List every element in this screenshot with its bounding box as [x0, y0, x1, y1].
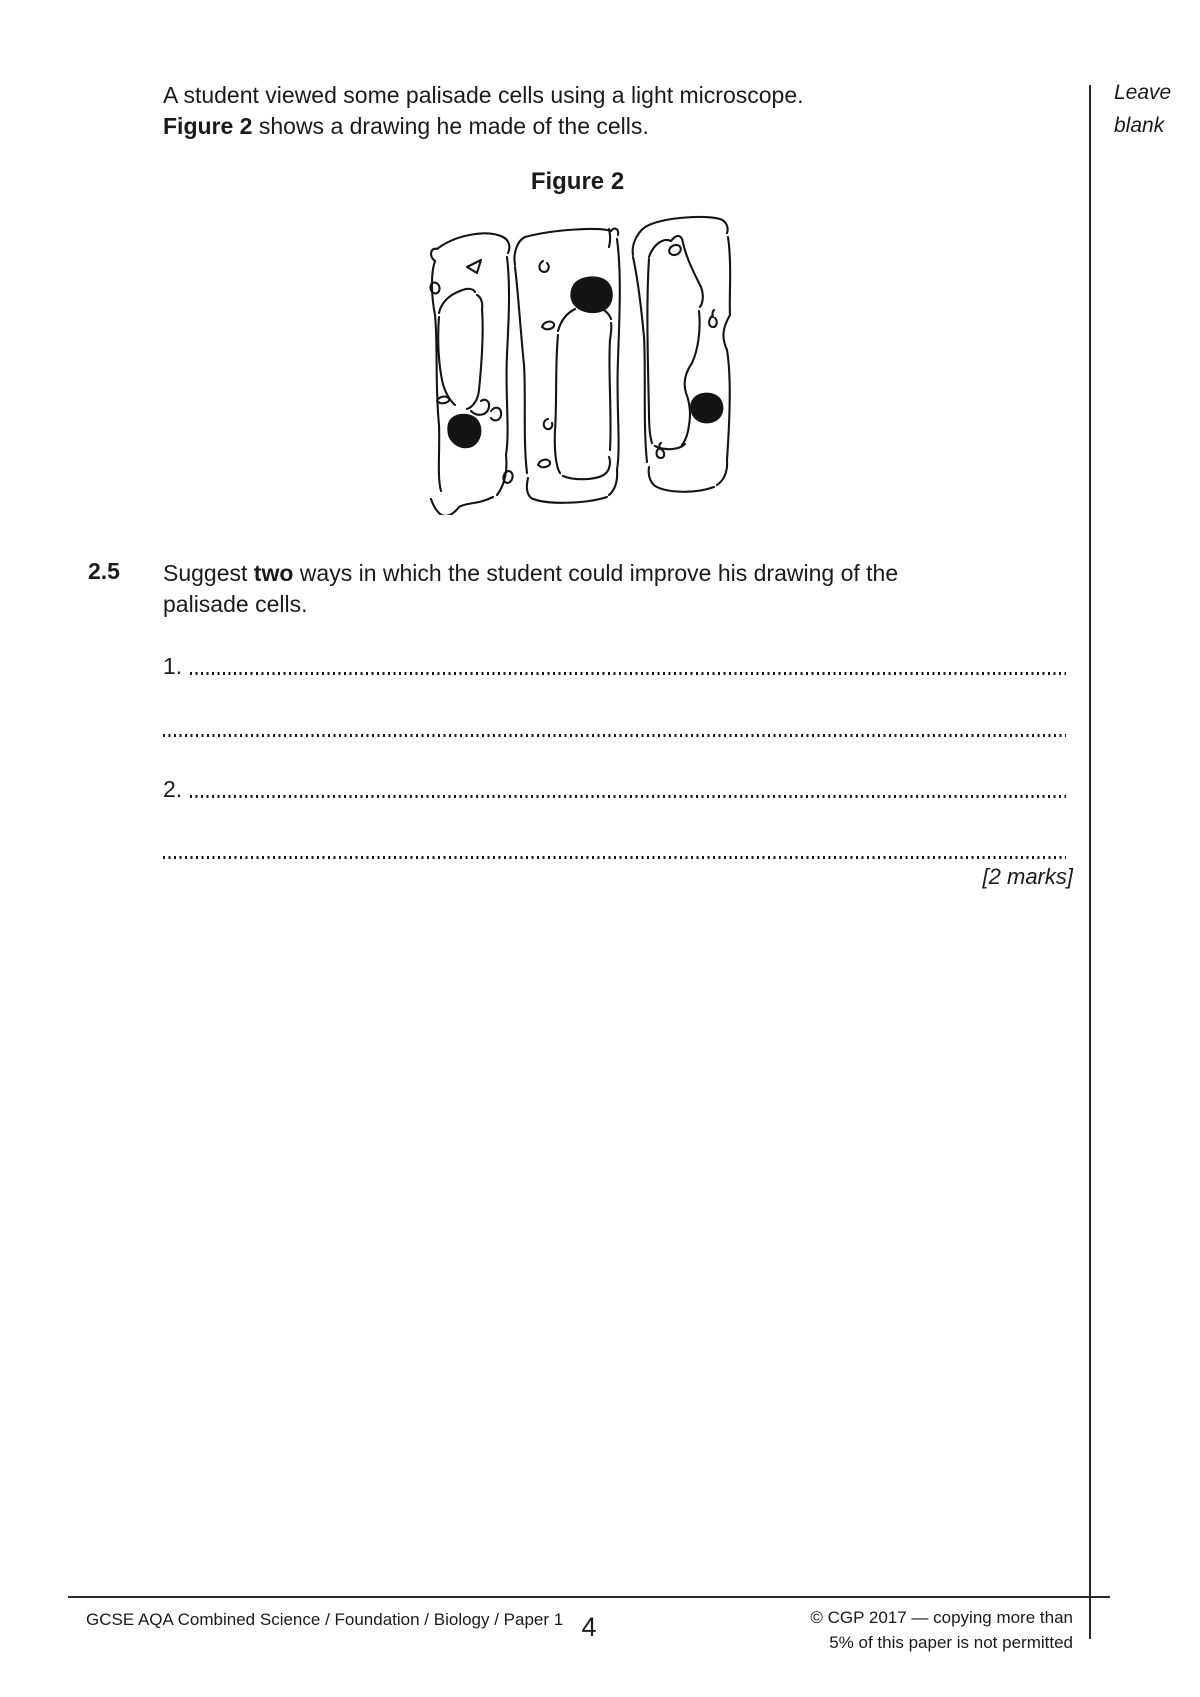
marks-label: [2 marks]: [982, 864, 1073, 889]
answer-line-2-continued: [163, 836, 1066, 862]
question-line1: [163, 558, 943, 589]
footer-copyright: [700, 1605, 1073, 1655]
answer-dots: [163, 856, 1066, 859]
answer-line-1-continued: [163, 714, 1066, 740]
question-text: [163, 558, 943, 620]
figure-ref-bold: Figure 2: [163, 113, 253, 139]
question-bold-word: two: [253, 560, 294, 586]
footer-rule: [68, 1596, 1110, 1598]
intro-line2: [163, 111, 963, 142]
answer-dots: [163, 734, 1066, 737]
leave-blank-line2: blank: [1114, 114, 1165, 137]
footer-copyright-line1: © CGP 2017 — copying more than: [810, 1608, 1073, 1627]
figure-title: Figure 2: [530, 168, 625, 195]
answer-dots: [190, 795, 1066, 798]
footer-course-info: GCSE AQA Combined Science / Foundation / Biology / Paper 1: [86, 1610, 564, 1629]
answer-line-1: [163, 652, 1066, 678]
page-number: 4: [581, 1612, 597, 1642]
answer-line-2: [163, 775, 1066, 801]
figure-2-drawing: [415, 215, 740, 515]
question-line1-pre: Suggest: [163, 560, 254, 586]
footer-copyright-line2: 5% of this paper is not permitted: [829, 1633, 1073, 1652]
question-line1-post: ways in which the student could improve his drawing of the: [293, 560, 899, 586]
question-line2: palisade cells.: [163, 591, 308, 617]
answer-label-1: 1.: [163, 653, 183, 679]
answer-label-2: 2.: [163, 776, 183, 802]
margin-vertical-rule: [1089, 85, 1091, 1639]
leave-blank-line1: Leave: [1114, 81, 1172, 104]
leave-blank-note: [1114, 76, 1171, 142]
intro-line2-rest: shows a drawing he made of the cells.: [252, 113, 649, 139]
answer-dots: [190, 672, 1066, 675]
intro-line1: A student viewed some palisade cells using a light microscope.: [163, 82, 804, 108]
question-number: 2.5: [88, 558, 120, 584]
intro-paragraph: [163, 80, 963, 142]
